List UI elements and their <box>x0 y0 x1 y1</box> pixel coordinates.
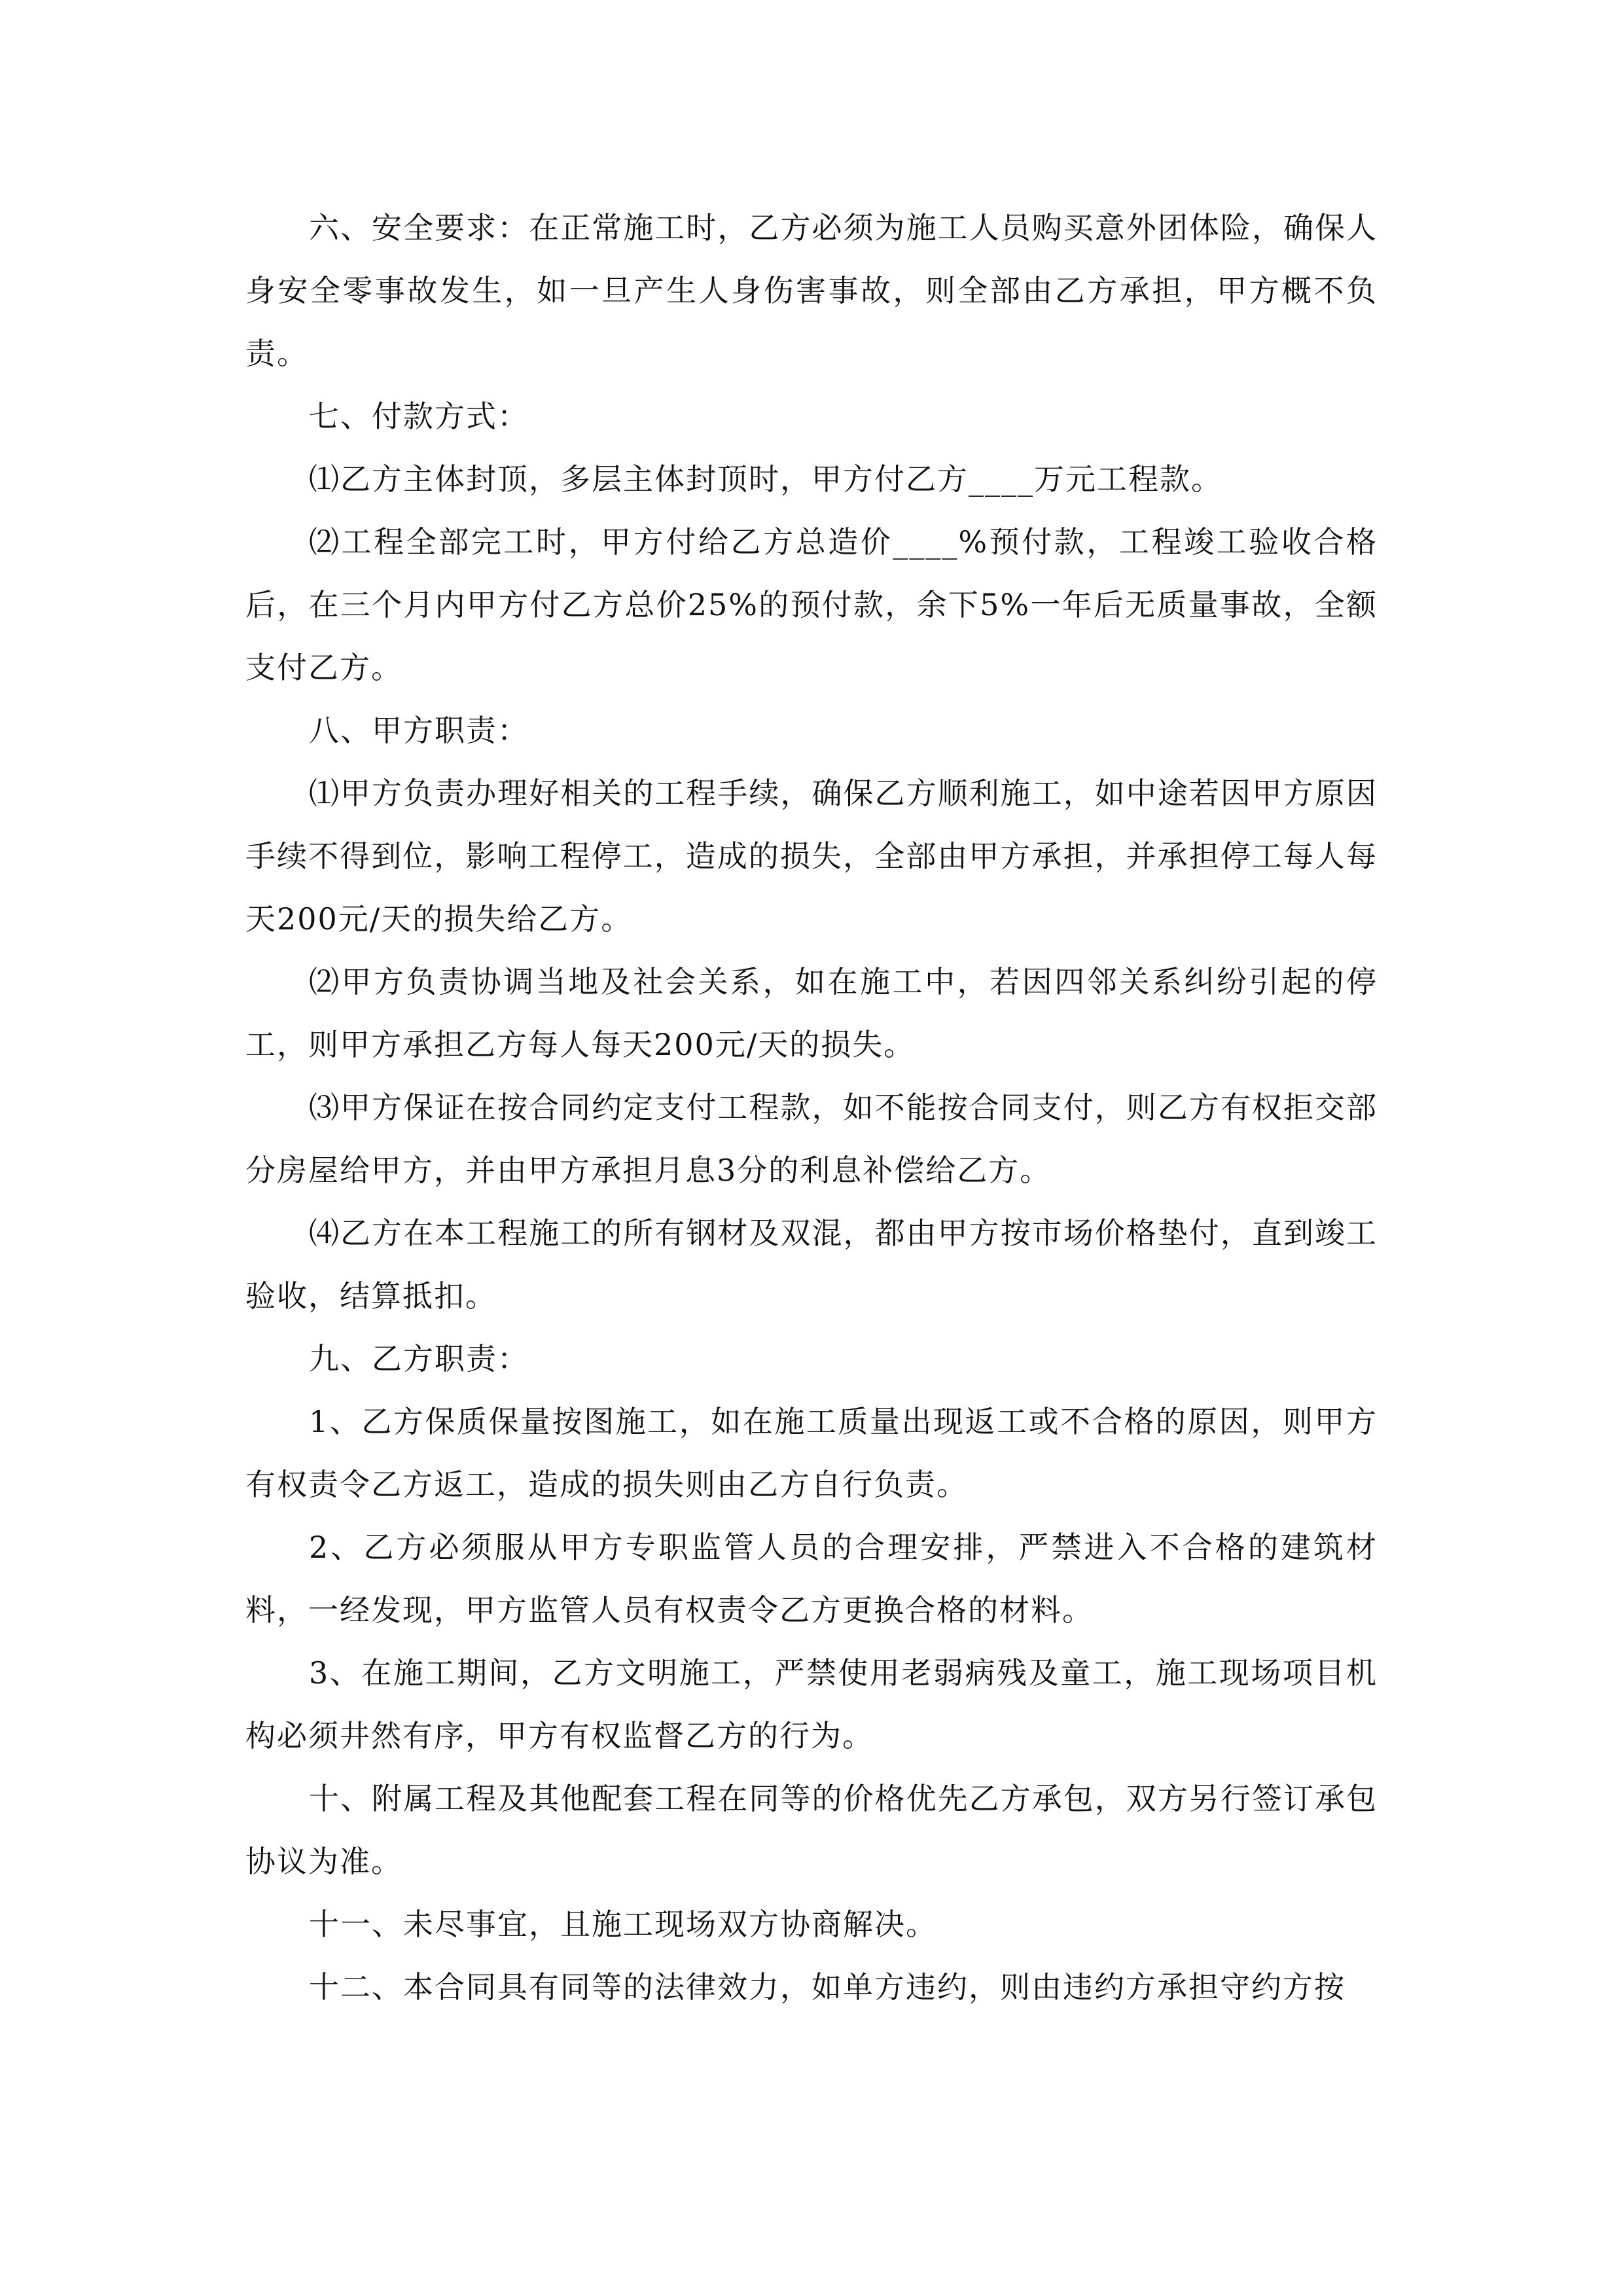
clause-11: 十一、未尽事宜，且施工现场双方协商解决。 <box>309 1907 937 1942</box>
clause-8-item-4: ⑷乙方在本工程施工的所有钢材及双混，都由甲方按市场价格垫付，直到竣工验收，结算抵扣。 <box>245 1215 1378 1314</box>
clause-10: 十、附属工程及其他配套工程在同等的价格优先乙方承包，双方另行签订承包协议为准。 <box>245 1781 1378 1879</box>
clause-8-heading: 八、甲方职责： <box>309 713 529 748</box>
clause-9-item-3: 3、在施工期间，乙方文明施工，严禁使用老弱病残及童工，施工现场项目机构必须井然有序，甲方有权监督乙方的行为。 <box>245 1655 1378 1753</box>
clause-9-heading: 九、乙方职责： <box>309 1341 529 1376</box>
clause-12: 十二、本合同具有同等的法律效力，如单方违约，则由违约方承担守约方按 <box>309 1969 1346 2005</box>
clause-8-item-1: ⑴甲方负责办理好相关的工程手续，确保乙方顺利施工，如中途若因甲方原因手续不得到位，影响工程停工，造成的损失，全部由甲方承担，并承担停工每人每天200元/天的损失给乙方。 <box>245 776 1378 937</box>
clause-7-item-1: ⑴乙方主体封顶，多层主体封顶时，甲方付乙方____万元工程款。 <box>309 461 1222 497</box>
clause-8-item-2: ⑵甲方负责协调当地及社会关系，如在施工中，若因四邻关系纠纷引起的停工，则甲方承担乙方每人每天200元/天的损失。 <box>245 964 1378 1062</box>
document-body <box>245 196 1378 2018</box>
clause-8-item-3: ⑶甲方保证在按合同约定支付工程款，如不能按合同支付，则乙方有权拒交部分房屋给甲方，并由甲方承担月息3分的利息补偿给乙方。 <box>245 1090 1378 1188</box>
clause-7-heading: 七、付款方式： <box>309 399 529 434</box>
clause-6-safety: 六、安全要求：在正常施工时，乙方必须为施工人员购买意外团体险，确保人身安全零事故发生，如一旦产生人身伤害事故，则全部由乙方承担，甲方概不负责。 <box>245 210 1378 371</box>
clause-7-item-2: ⑵工程全部完工时，甲方付给乙方总造价____%预付款，工程竣工验收合格后，在三个月内甲方付乙方总价25%的预付款，余下5%一年后无质量事故，全额支付乙方。 <box>245 524 1378 685</box>
clause-9-item-1: 1、乙方保质保量按图施工，如在施工质量出现返工或不合格的原因，则甲方有权责令乙方返工，造成的损失则由乙方自行负责。 <box>245 1404 1378 1502</box>
clause-9-item-2: 2、乙方必须服从甲方专职监管人员的合理安排，严禁进入不合格的建筑材料，一经发现，甲方监管人员有权责令乙方更换合格的材料。 <box>245 1530 1378 1628</box>
